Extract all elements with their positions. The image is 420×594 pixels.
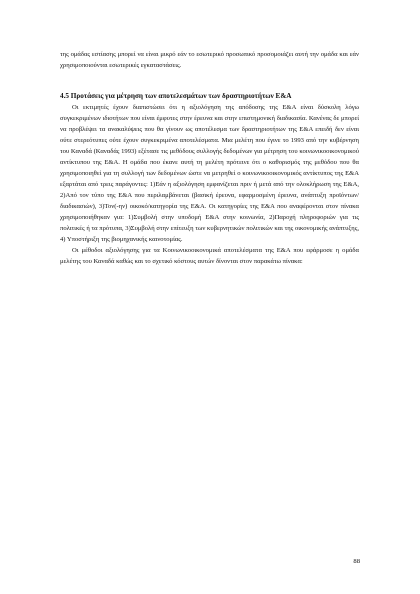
document-page: [60, 49, 359, 267]
body-paragraph-1: Οι εκτιμητές έχουν διαπιστώσει ότι η αξιολόγηση της απόδοσης της Ε&Α είναι δύσκολη λόγω συγκεκριμένων ιδιοτήτων που είναι έμφυτες στην έρευνα και στην επιστημονική διαδικασία. Κανένας δε μπορεί να προβλέψει τα ανακαλύψεις που θα γίνουν ως αποτέλεσμα των δραστηριοτήτων της Ε&Α επειδή δεν είναι ούτε στερεότυπες ούτε έχουν συγκεκριμένα αποτελέσματα. Μια μελέτη που έγινε το 1993 από την κυβέρνηση του Καναδά (Καναδάς 1993) εξέτασε τις μεθόδους συλλογής δεδομένων για μέτρηση του κοινωνικοοικονομικού αντίκτυπου της Ε&Α. Η ομάδα που έκανε αυτή τη μελέτη πρότεινε ότι ο καθορισμός της μεθόδου που θα χρησιμοποιηθεί για τη συλλογή των δεδομένων ώστε να μετρηθεί ο κοινωνικοοικονομικός αντίκτυπος της Ε&Α εξαρτάται από τρεις παράγοντες: 1)Εάν η αξιολόγηση εμφανίζεται πριν ή μετά από την ολοκλήρωση της Ε&Α, 2)Από τον τύπο της Ε&Α που περιλαμβάνεται (βασική έρευνα, εφαρμοσμένη έρευνα, ανάπτυξη προϊόντων/διαδικασιών), 3)Τον(-ην) οικοκό/κατηγορία της Ε&Α. Οι κατηγορίες της Ε&Α που αναφέρονται στον πίνακα χρησιμοποιήθηκαν για: 1)Συμβολή στην υποδομή Ε&Α στην κοινωνία, 2)Παροχή πληροφοριών για τις πολιτικές ή τα πρότυπα, 3)Συμβολή στην επίτευξη των κυβερνητικών πολιτικών και της οικονομικής ανάπτυξης, 4) Υποστήριξη της βιομηχανικής καινοτομίας.: [60, 104, 359, 243]
carryover-paragraph: της ομάδας εστίασης μπορεί να είναι μικρό εάν το εσωτερικό προσωπικό προσομοιάζει αυτή την ομάδα και εάν χρησιμοποιούνται εσωτερικές εγκαταστάσεις.: [60, 51, 359, 69]
section-heading: 4.5 Προτάσεις για μέτρηση των αποτελεσμάτων των δραστηριοτήτων Ε&Α: [60, 92, 292, 100]
page-number: 88: [353, 558, 360, 565]
body-paragraph-2: Οι μέθοδοι αξιολόγησης για τα Κοινωνικοοικονομικά αποτελέσματα της Ε&Α που εφάρμοσε η ομάδα μελέτης του Καναδά καθώς και το σχετικό κόστους αυτών δίνονται στον παρακάτω πίνακα:: [60, 247, 359, 265]
